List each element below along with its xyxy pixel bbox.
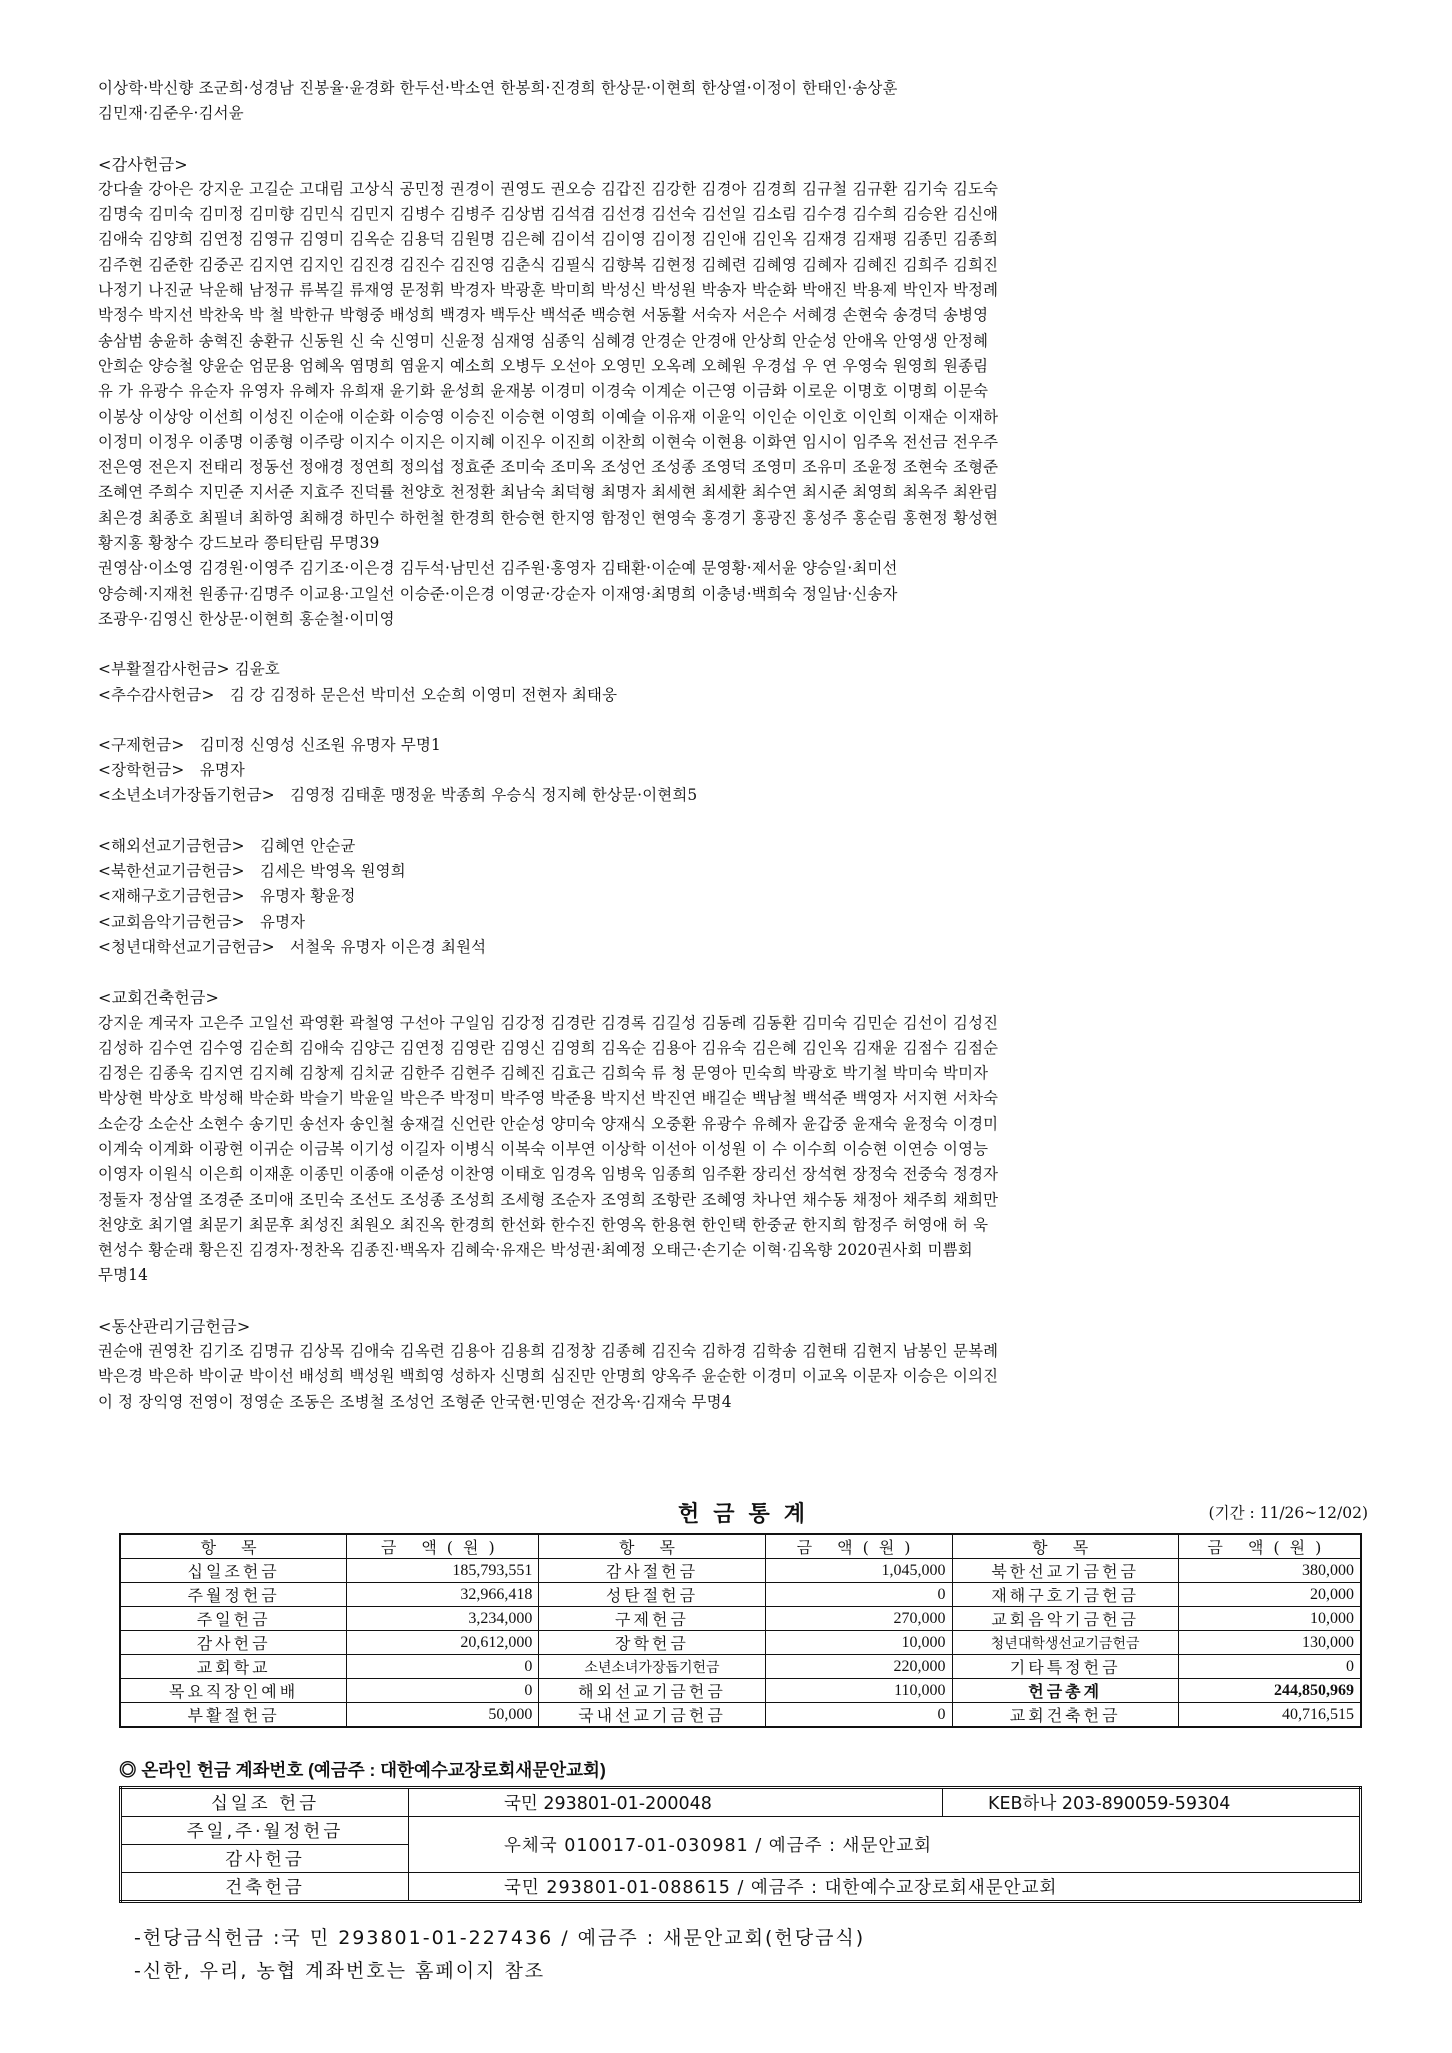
offering-stats-table [119, 1533, 1362, 1728]
online-account-title: ◎ 온라인 헌금 계좌번호 (예금주 : 대한예수교장로회새문안교회) [119, 1760, 606, 1780]
name-line: 박상현 박상호 박성해 박순화 박슬기 박윤일 박은주 박정미 박주영 박준용 박지선 박진연 배길순 백남철 백석준 백영자 서지현 서차숙 [98, 1089, 999, 1108]
name-line: 소순강 소순산 소현수 송기민 송선자 송인철 송재걸 신언란 안순성 양미숙 양재식 오중환 유광수 유혜자 윤갑중 윤재숙 윤정숙 이경미 [98, 1114, 999, 1133]
table-row [120, 1679, 1361, 1703]
table-row [120, 1703, 1361, 1728]
church-music-offering [98, 910, 1368, 935]
name-line: 박정수 박지선 박찬욱 박 철 박한규 박형중 배성희 백경자 백두산 백석준 백승현 서동활 서숙자 서은수 서혜경 손현숙 송경덕 송병영 [98, 306, 989, 325]
section-title: <재해구호기금헌금> [98, 887, 245, 906]
column-header: 항 목 [120, 1534, 347, 1559]
resurrection-offering [98, 657, 1368, 682]
item-label: 해외선교기금헌금 [539, 1679, 765, 1703]
disaster-relief-offering [98, 884, 1368, 909]
name-line: 이정미 이정우 이종명 이종형 이주랑 이지수 이지은 이지혜 이진우 이진희 이찬희 이현숙 이현용 이화연 임시이 임주옥 전선금 전우주 [98, 432, 999, 451]
item-amount: 10,000 [1178, 1607, 1361, 1631]
couple-names-line: 이상학·박신향 조군희·성경남 진봉율·윤경화 한두선·박소연 한봉희·진경희 한상문·이현희 한상열·이정이 한태인·송상훈 [98, 79, 898, 97]
note-line: -신한, 우리, 농협 계좌번호는 홈페이지 참조 [134, 1960, 546, 1982]
building-offering-names [98, 1011, 1368, 1289]
table-row [120, 1559, 1361, 1583]
name-line: 김정은 김종욱 김지연 김지혜 김창제 김치균 김한주 김현주 김혜진 김효근 김희숙 류 청 문영아 민숙희 박광호 박기철 박미숙 박미자 [98, 1064, 989, 1083]
item-label: 재해구호기금헌금 [952, 1583, 1178, 1607]
name-line: 현성수 황순래 황은진 김경자·정찬옥 김종진·백옥자 김혜숙·유재은 박성권·최예정 오태근·손기순 이혁·김옥향 2020권사회 미쁨회 [98, 1241, 973, 1260]
table-row [120, 1607, 1361, 1631]
name-line: 조혜연 주희수 지민준 지서준 지효주 진덕률 천양호 천정환 최남숙 최덕형 최명자 최세현 최세환 최수연 최시준 최영희 최옥주 최완림 [98, 483, 999, 502]
section-names: 김윤호 [234, 660, 280, 679]
name-line: 김명숙 김미숙 김미정 김미향 김민식 김민지 김병수 김병주 김상범 김석겸 김선경 김선숙 김선일 김소림 김수경 김수희 김승완 김신애 [98, 205, 999, 224]
section-title: <교회음악기금헌금> [98, 912, 245, 931]
section-title: <소년소녀가장돕기헌금> [98, 786, 275, 805]
name-line: 나정기 나진균 낙운해 남정규 류복길 류재영 문정휘 박경자 박광훈 박미희 박성신 박성원 박송자 박순화 박애진 박용제 박인자 박정례 [98, 281, 999, 300]
column-header: 항 목 [539, 1534, 765, 1559]
item-label: 십일조헌금 [120, 1559, 347, 1583]
name-line: 전은영 전은지 전태리 정동선 정애경 정연희 정의섭 정효준 조미숙 조미옥 조성언 조성종 조영덕 조영미 조유미 조윤정 조현숙 조형준 [98, 458, 999, 477]
column-header: 금 액(원) [765, 1534, 952, 1559]
item-amount: 32,966,418 [347, 1583, 539, 1607]
name-line: 안희순 양승철 양윤순 엄문용 엄혜옥 염명희 염윤지 예소희 오병두 오선아 오영민 오옥례 오혜원 우경섭 우 연 우영숙 원영희 원종림 [98, 356, 989, 375]
name-line: 박은경 박은하 박이균 박이선 배성희 백성원 백희영 성하자 신명희 심진만 안명희 양옥주 윤순한 이경미 이교옥 이문자 이승은 이의진 [98, 1367, 999, 1386]
section-names: 서철욱 유명자 이은경 최원석 [290, 937, 487, 956]
youth-head-offering [98, 783, 1368, 808]
item-label: 감사헌금 [120, 1631, 347, 1655]
name-line: 최은경 최종호 최필녀 최하영 최해경 하민수 하헌철 한경희 한승현 한지영 함정인 현영숙 홍경기 홍광진 홍성주 홍순림 홍현정 황성현 [98, 508, 999, 527]
north-korea-mission-offering [98, 859, 1368, 884]
section-names: 유명자 황윤정 [260, 887, 356, 906]
name-line: 김주현 김준한 김중곤 김지연 김지인 김진경 김진수 김진영 김춘식 김필식 김향복 김현정 김혜련 김혜영 김혜자 김혜진 김희주 김희진 [98, 255, 999, 274]
item-amount: 3,234,000 [347, 1607, 539, 1631]
account-notes [134, 1922, 865, 1988]
name-line: 양승혜·지재천 원종규·김명주 이교용·고일선 이승준·이은경 이영균·강순자 이재영·최명희 이충녕·백희숙 정일남·신송자 [98, 584, 898, 603]
column-header: 금 액(원) [1178, 1534, 1361, 1559]
item-label: 북한선교기금헌금 [952, 1559, 1178, 1583]
name-line: 유 가 유광수 유순자 유영자 유혜자 유희재 윤기화 윤성희 윤재봉 이경미 이경숙 이계순 이근영 이금화 이로운 이명호 이명희 이문숙 [98, 382, 989, 401]
name-line: 이 정 장익영 전영이 정영순 조동은 조병철 조성언 조형준 안국현·민영순 전강옥·김재숙 무명4 [98, 1392, 732, 1411]
table-row [121, 1817, 1361, 1845]
section-title: <청년대학선교기금헌금> [98, 937, 275, 956]
item-amount: 20,000 [1178, 1583, 1361, 1607]
account-number: 국민 293801-01-200048 [409, 1788, 943, 1817]
item-amount: 220,000 [765, 1655, 952, 1679]
item-amount: 40,716,515 [1178, 1703, 1361, 1728]
section-title: <북한선교기금헌금> [98, 862, 245, 881]
name-line: 이계숙 이계화 이광현 이귀순 이금복 이기성 이길자 이병식 이복숙 이부연 이상학 이선아 이성원 이 수 이수희 이승현 이연승 이영능 [98, 1139, 989, 1158]
table-row [120, 1655, 1361, 1679]
youth-college-mission-offering [98, 935, 1368, 960]
item-amount: 0 [347, 1655, 539, 1679]
total-amount: 244,850,969 [1178, 1679, 1361, 1703]
harvest-offering [98, 683, 1368, 708]
item-amount: 130,000 [1178, 1631, 1361, 1655]
item-amount: 185,793,551 [347, 1559, 539, 1583]
account-label: 주일,주·월정헌금 [121, 1817, 409, 1845]
name-line: 김성하 김수연 김수영 김순희 김애숙 김양근 김연정 김영란 김영신 김영희 김옥순 김용아 김유숙 김은혜 김인옥 김재윤 김점수 김점순 [98, 1038, 999, 1057]
building-offering-heading: <교회건축헌금> [98, 988, 220, 1008]
account-number: 국민 293801-01-088615 / 예금주 : 대한예수교장로회새문안교회 [409, 1873, 1361, 1902]
item-amount: 0 [765, 1583, 952, 1607]
section-names: 김세은 박영옥 원영희 [260, 862, 406, 881]
item-label: 기타특정헌금 [952, 1655, 1178, 1679]
section-title: <부활절감사헌금> [98, 660, 230, 679]
column-header: 항 목 [952, 1534, 1178, 1559]
section-title: <장학헌금> [98, 761, 185, 780]
estate-offering-names [98, 1339, 1368, 1415]
section-title: <해외선교기금헌금> [98, 836, 245, 855]
item-amount: 110,000 [765, 1679, 952, 1703]
item-label: 교회건축헌금 [952, 1703, 1178, 1728]
table-row [121, 1788, 1361, 1817]
name-line: 강지운 계국자 고은주 고일선 곽영환 곽철영 구선아 구일임 김강정 김경란 김경록 김길성 김동례 김동환 김미숙 김민순 김선이 김성진 [98, 1013, 999, 1032]
section-names: 김 강 김정하 문은선 박미선 오순희 이영미 전현자 최태웅 [229, 685, 618, 704]
table-row [120, 1631, 1361, 1655]
online-account-table [119, 1786, 1362, 1903]
account-label: 감사헌금 [121, 1845, 409, 1873]
item-label: 목요직장인예배 [120, 1679, 347, 1703]
item-amount: 0 [765, 1703, 952, 1728]
name-line: 이봉상 이상앙 이선희 이성진 이순애 이순화 이승영 이승진 이승현 이영희 이예슬 이유재 이윤익 이인순 이인호 이인희 이재순 이재하 [98, 407, 999, 426]
item-label: 성탄절헌금 [539, 1583, 765, 1607]
table-row [120, 1583, 1361, 1607]
stats-period: (기간 : 11/26~12/02) [1208, 1504, 1368, 1522]
name-line: 황지홍 황창수 강드보라 쯩티탄림 무명39 [98, 534, 380, 553]
section-names: 유명자 [199, 761, 245, 780]
item-amount: 1,045,000 [765, 1559, 952, 1583]
couple-names-line: 김민재·김준우·김서윤 [98, 104, 244, 123]
name-line: 정둘자 정삼열 조경준 조미애 조민숙 조선도 조성종 조성희 조세형 조순자 조영희 조항란 조혜영 차나연 채수동 채정아 채주희 채희만 [98, 1190, 999, 1209]
item-label: 소년소녀가장돕기헌금 [539, 1655, 765, 1679]
note-line: -헌당금식헌금 :국 민 293801-01-227436 / 예금주 : 새문안교회(헌당금식) [134, 1927, 866, 1949]
item-amount: 10,000 [765, 1631, 952, 1655]
scholarship-offering [98, 758, 1368, 783]
item-amount: 270,000 [765, 1607, 952, 1631]
name-line: 권순애 권영찬 김기조 김명규 김상목 김애숙 김옥련 김용아 김용희 김정창 김종혜 김진숙 김하경 김학송 김현태 김현지 남봉인 문복례 [98, 1342, 999, 1361]
section-names: 김미정 신영성 신조원 유명자 무명1 [199, 735, 442, 754]
section-names: 유명자 [260, 912, 306, 931]
name-line: 강다솔 강아은 강지운 고길순 고대림 고상식 공민정 권경이 권영도 권오승 김갑진 김강한 김경아 김경희 김규철 김규환 김기숙 김도숙 [98, 179, 999, 198]
item-amount: 380,000 [1178, 1559, 1361, 1583]
item-label: 장학헌금 [539, 1631, 765, 1655]
item-amount: 50,000 [347, 1703, 539, 1728]
item-label: 국내선교기금헌금 [539, 1703, 765, 1728]
item-label: 교회음악기금헌금 [952, 1607, 1178, 1631]
column-header: 금 액(원) [347, 1534, 539, 1559]
thanks-offering-heading: <감사헌금> [98, 154, 188, 174]
item-amount: 0 [347, 1679, 539, 1703]
stats-header [98, 1497, 1368, 1527]
account-number: KEB하나 203-890059-59304 [943, 1788, 1361, 1817]
item-label: 주월정헌금 [120, 1583, 347, 1607]
section-names: 김영정 김태훈 맹정윤 박종희 우승식 정지혜 한상문·이현희5 [290, 786, 698, 805]
section-title: <추수감사헌금> [98, 685, 215, 704]
item-label: 청년대학생선교기금헌금 [952, 1631, 1178, 1655]
item-amount: 0 [1178, 1655, 1361, 1679]
name-line: 이영자 이원식 이은희 이재훈 이종민 이종애 이준성 이찬영 이태호 임경옥 임병욱 임종희 임주환 장리선 장석현 장정숙 전중숙 정경자 [98, 1165, 999, 1184]
relief-offering [98, 733, 1368, 758]
section-title: <구제헌금> [98, 735, 185, 754]
item-label: 구제헌금 [539, 1607, 765, 1631]
item-label: 교회학교 [120, 1655, 347, 1679]
name-line: 조광우·김영신 한상문·이현희 홍순철·이미영 [98, 609, 395, 628]
account-number: 우체국 010017-01-030981 / 예금주 : 새문안교회 [409, 1817, 1361, 1873]
total-label: 헌금총계 [952, 1679, 1178, 1703]
name-line: 권영삼·이소영 김경원·이영주 김기조·이은경 김두석·남민선 김주원·홍영자 김태환·이순예 문영황·제서윤 양승일·최미선 [98, 559, 898, 578]
name-line: 송삼범 송윤하 송혁진 송환규 신동원 신 숙 신영미 신윤정 심재영 심종익 심혜경 안경순 안경애 안상희 안순성 안애옥 안영생 안정혜 [98, 331, 989, 350]
name-line: 무명14 [98, 1266, 149, 1285]
section-names: 김혜연 안순균 [260, 836, 356, 855]
overseas-mission-offering [98, 834, 1368, 859]
name-line: 천양호 최기열 최문기 최문후 최성진 최원오 최진옥 한경희 한선화 한수진 한영옥 한용현 한인택 한중균 한지희 함정주 허영애 허 욱 [98, 1215, 989, 1234]
item-amount: 20,612,000 [347, 1631, 539, 1655]
estate-offering-heading: <동산관리기금헌금> [98, 1316, 251, 1336]
name-line: 김애숙 김양희 김연정 김영규 김영미 김옥순 김용덕 김원명 김은혜 김이석 김이영 김이정 김인애 김인옥 김재경 김재평 김종민 김종희 [98, 230, 999, 249]
thanks-offering-names [98, 177, 1368, 632]
stats-title: 헌금통계 [678, 1501, 820, 1527]
table-row [121, 1873, 1361, 1902]
item-label: 주일헌금 [120, 1607, 347, 1631]
item-label: 감사절헌금 [539, 1559, 765, 1583]
account-label: 십일조 헌금 [121, 1788, 409, 1817]
table-header-row [120, 1534, 1361, 1559]
offering-list [98, 76, 1368, 1415]
account-label: 건축헌금 [121, 1873, 409, 1902]
item-label: 부활절헌금 [120, 1703, 347, 1728]
